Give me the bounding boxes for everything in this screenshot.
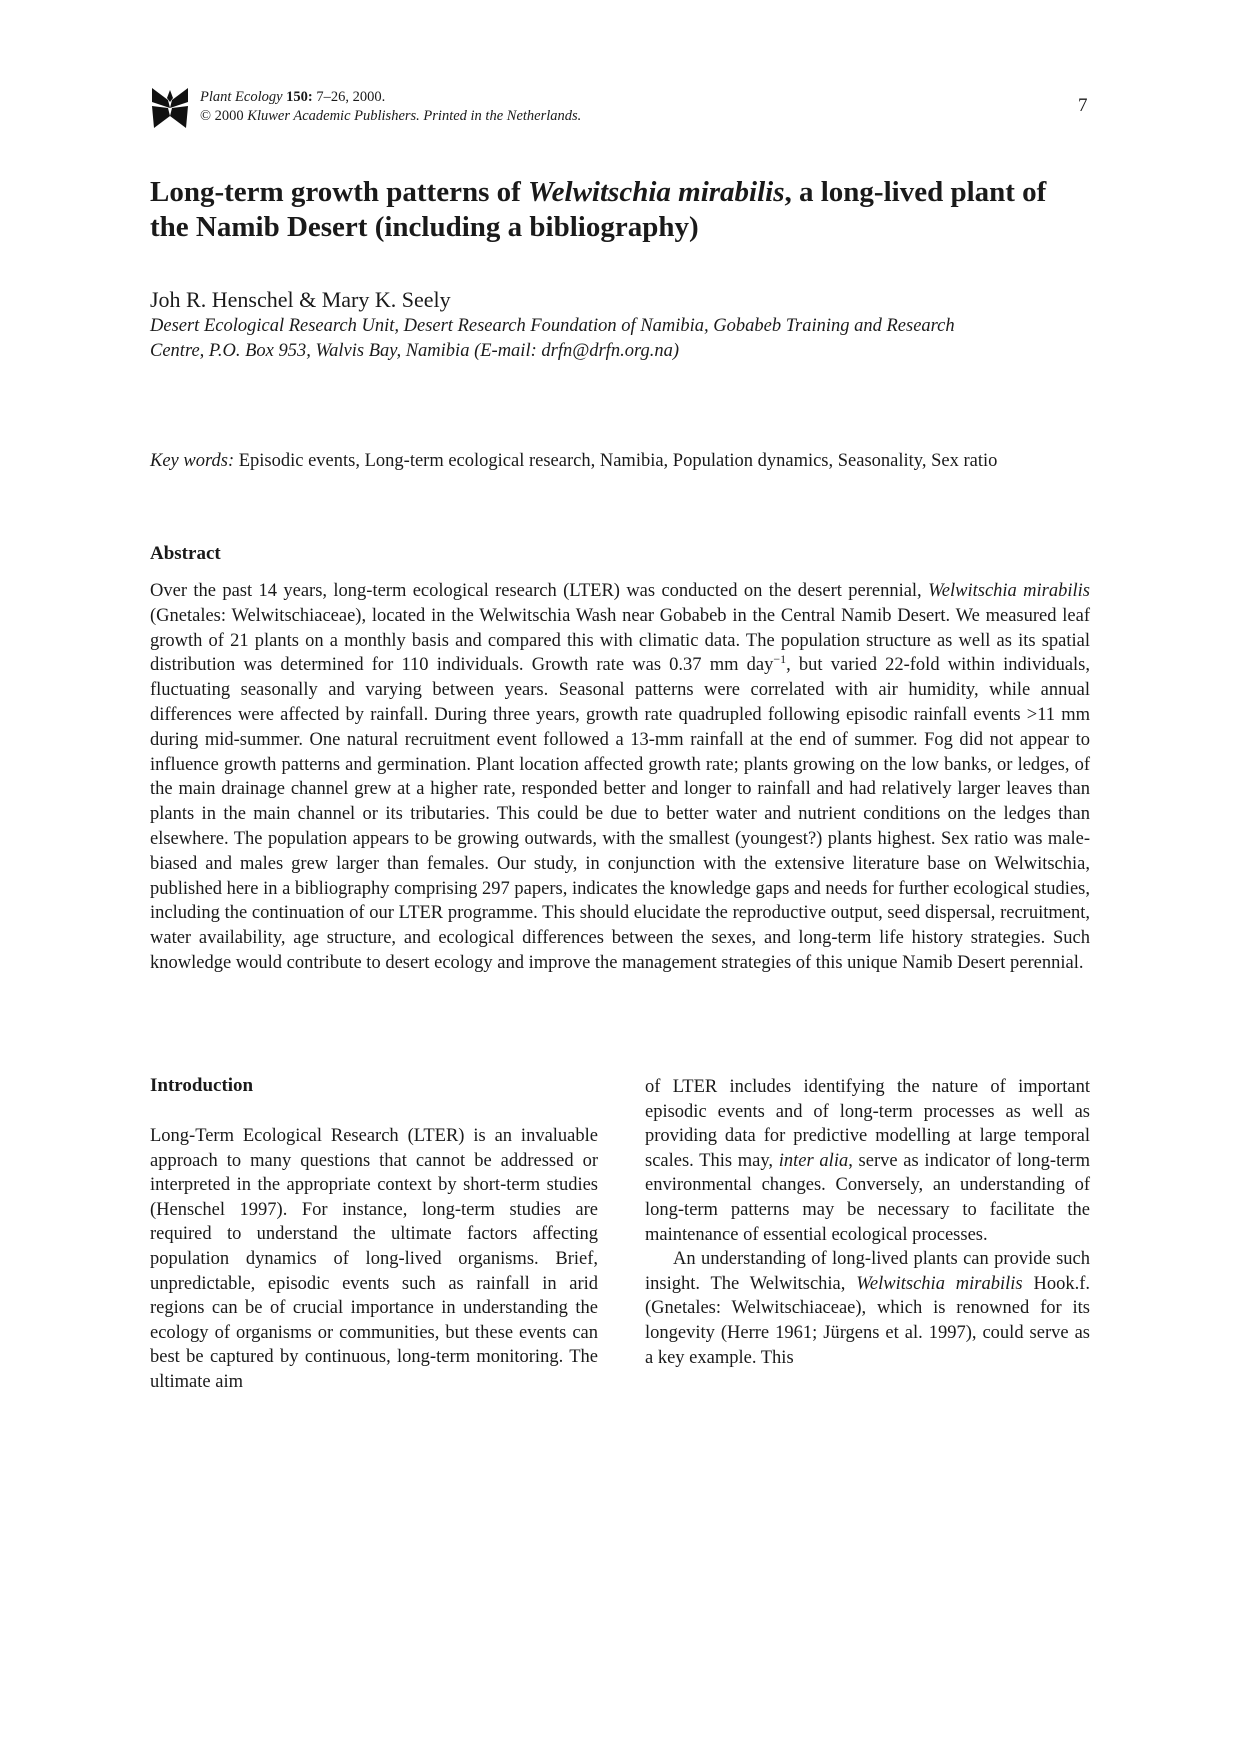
- journal-name: Plant Ecology: [200, 89, 283, 105]
- journal-pages: 7–26, 2000.: [316, 89, 386, 105]
- article-title: [150, 175, 1090, 245]
- title-part1: Long-term growth patterns of: [150, 176, 529, 208]
- affiliation-line2: Centre, P.O. Box 953, Walvis Bay, Namibia (E-mail: drfn@drfn.org.na): [150, 341, 679, 361]
- intro-p1-italic: inter alia: [778, 1150, 849, 1171]
- intro-p2-text-a: An understanding of long-lived plants can provide such insight. The Welwitschia,: [645, 1249, 1090, 1294]
- abstract-part2: (Gnetales: Welwitschiaceae), located in the Welwitschia Wash near Gobabeb in the Central Namib Desert. We measured leaf growth of 21 plants on a monthly basis and compared this with climatic data. The population structure as well as its spatial distribution was determined for 110 individuals. Growth rate was 0.37 mm day: [150, 605, 1090, 676]
- intro-p2-text-b: Hook.f. (Gnetales: Welwitschiaceae), which is renowned for its longevity (Herre 1961; Jürgens et al. 1997), could serve as a key example. This: [645, 1273, 1090, 1368]
- abstract-heading: Abstract: [150, 543, 221, 564]
- introduction-heading: Introduction: [150, 1075, 254, 1096]
- page-number: 7: [1078, 95, 1088, 116]
- introduction-paragraph-1: [645, 1075, 1090, 1247]
- abstract-species: Welwitschia mirabilis: [928, 581, 1090, 601]
- abstract-part3: , but varied 22-fold within individuals, fluctuating seasonally and varying between years. Seasonal patterns were correlated with air humidity, while annual differences were affected by rainfall. During three years, growth rate quadrupled following episodic rainfall events >11 mm during mid-summer. One natural recruitment event followed a 13-mm rainfall at the end of summer. Fog did not appear to influence growth patterns and germination. Plant location affected growth rate; plants growing on the low banks, or ledges, of the main drainage channel grew at a higher rate, responded better and longer to rainfall and had relatively larger leaves than plants in the main channel or its tributaries. This could be due to better water and nutrient conditions on the ledges than elsewhere. The population appears to be growing outwards, with the smallest (youngest?) plants highest. Sex ratio was male-biased and males grew larger than females. Our study, in conjunction with the extensive literature base on Welwitschia, published here in a bibliography comprising 297 papers, indicates the knowledge gaps and needs for further ecological studies, including the continuation of our LTER programme. This should elucidate the reproductive output, seed dispersal, recruitment, water availability, age structure, and ecological differences between the sexes, and long-term life history strategies. Such knowledge would contribute to desert ecology and improve the management strategies of this unique Namib Desert perennial.: [150, 655, 1091, 973]
- introduction-left-column: Long-Term Ecological Research (LTER) is an invaluable approach to many questions that cannot be addressed or interpreted in the appropriate context by short-term studies (Henschel 1997). For instance, long-term studies are required to understand the ultimate factors affecting population dynamics of long-lived organisms. Brief, unpredictable, episodic events such as rainfall in arid regions can be of crucial importance in understanding the ecology of organisms or communities, but these events can best be captured by continuous, long-term monitoring. The ultimate aim: [150, 1126, 598, 1392]
- introduction-right-column: [645, 1075, 1090, 1370]
- abstract-text: [150, 579, 1090, 976]
- title-part2: , a long-lived plant of the Namib Desert (including a bibliography): [150, 176, 1047, 243]
- introduction-paragraph-2: [645, 1247, 1090, 1370]
- affiliation-line1: Desert Ecological Research Unit, Desert Research Foundation of Namibia, Gobabeb Training and Research: [150, 316, 955, 336]
- authors: Joh R. Henschel & Mary K. Seely: [150, 287, 451, 312]
- keywords-text: Episodic events, Long-term ecological research, Namibia, Population dynamics, Seasonality, Sex ratio: [238, 451, 998, 471]
- keywords-label: Key words:: [150, 451, 235, 471]
- journal-citation: [200, 88, 581, 126]
- keywords: [150, 449, 1090, 474]
- intro-p1-text-a: of LTER includes identifying the nature of important episodic events and of long-term processes as well as providing data for predictive modelling at large temporal scales. This may,: [645, 1077, 1090, 1171]
- publisher: Kluwer Academic Publishers. Printed in the Netherlands.: [247, 108, 582, 124]
- affiliation: [150, 314, 1090, 364]
- publisher-logo-icon: [150, 86, 190, 130]
- title-species: Welwitschia mirabilis: [528, 176, 785, 208]
- abstract-part1: Over the past 14 years, long-term ecological research (LTER) was conducted on the desert perennial,: [150, 581, 929, 601]
- intro-p1-text-b: , serve as indicator of long-term environmental changes. Conversely, an understanding of long-term patterns may be necessary to facilitate the maintenance of essential ecological processes.: [645, 1150, 1090, 1245]
- abstract-exponent: −1: [773, 652, 787, 667]
- copyright: © 2000: [200, 108, 244, 124]
- journal-volume: 150:: [286, 89, 313, 105]
- intro-p2-italic: Welwitschia mirabilis: [856, 1273, 1023, 1294]
